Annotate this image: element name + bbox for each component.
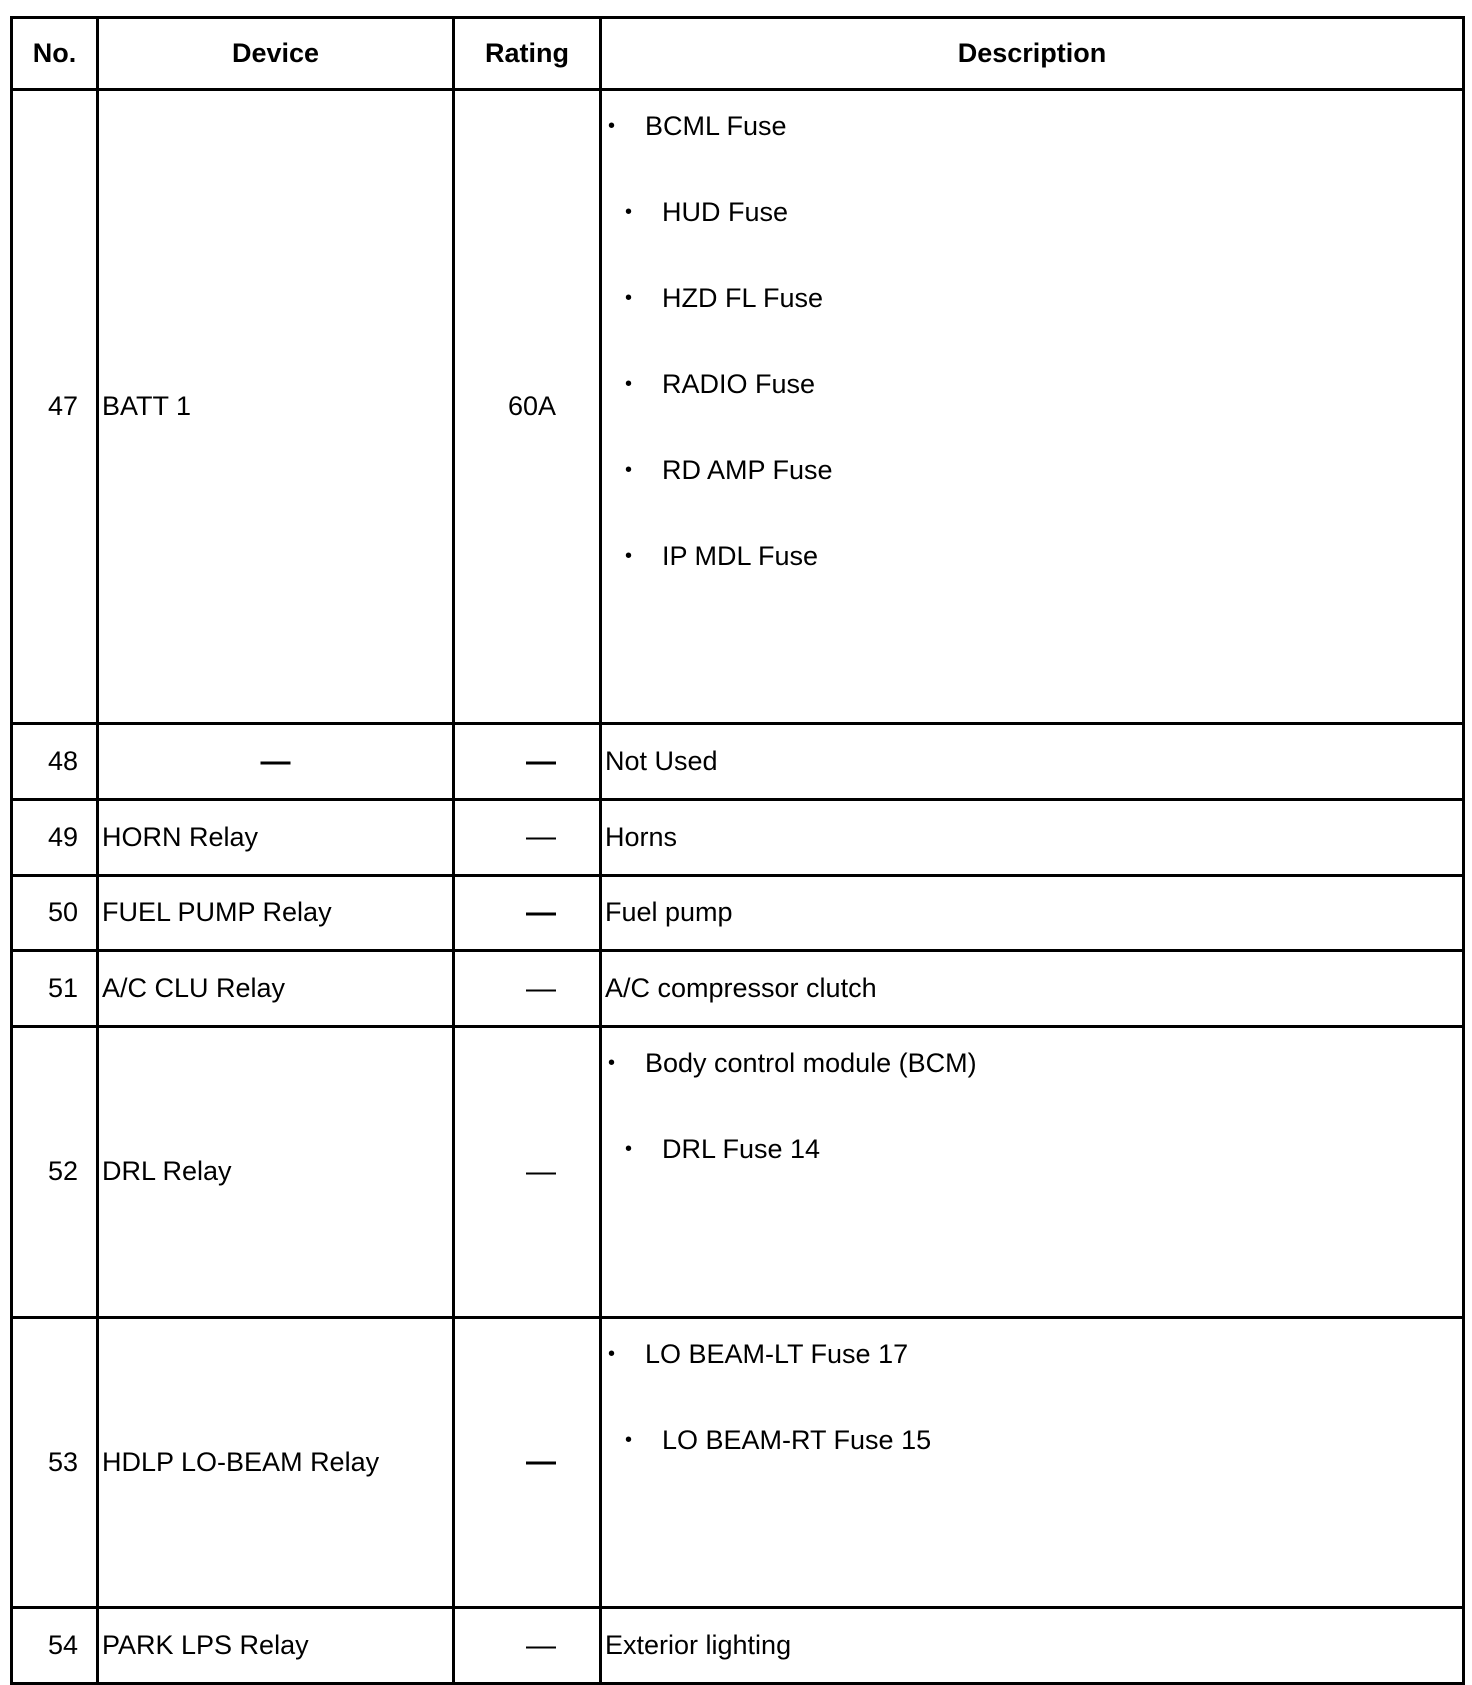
dash-mark: — bbox=[526, 820, 556, 854]
row-description bbox=[601, 1026, 1464, 1317]
bullet-icon: • bbox=[625, 545, 633, 567]
row-rating bbox=[454, 799, 601, 875]
bullet-icon: • bbox=[608, 1342, 616, 1365]
table-row bbox=[12, 799, 1464, 875]
row-device: FUEL PUMP Relay bbox=[98, 875, 454, 951]
row-no: 49 bbox=[12, 799, 98, 875]
row-rating bbox=[454, 724, 601, 800]
row-device: BATT 1 bbox=[98, 90, 454, 724]
description-list bbox=[605, 1028, 1462, 1218]
fuse-relay-table bbox=[10, 16, 1465, 1685]
list-item-text: RADIO Fuse bbox=[662, 369, 816, 399]
row-rating bbox=[454, 951, 601, 1027]
list-item bbox=[605, 539, 1462, 625]
list-item-text: HUD Fuse bbox=[662, 197, 789, 227]
row-no: 50 bbox=[12, 875, 98, 951]
table-row bbox=[12, 1026, 1464, 1317]
row-description: A/C compressor clutch bbox=[601, 951, 1464, 1027]
row-no: 47 bbox=[12, 90, 98, 724]
bullet-icon: • bbox=[625, 373, 633, 395]
list-item-text: DRL Fuse 14 bbox=[662, 1133, 821, 1164]
row-device: PARK LPS Relay bbox=[98, 1608, 454, 1684]
dash-mark: — bbox=[526, 1445, 556, 1479]
list-item-text: LO BEAM-RT Fuse 15 bbox=[662, 1424, 932, 1455]
bullet-icon: • bbox=[608, 115, 616, 137]
list-item bbox=[605, 1423, 1462, 1509]
list-item-text: IP MDL Fuse bbox=[662, 541, 819, 571]
table-row bbox=[12, 1608, 1464, 1684]
list-item-text: Body control module (BCM) bbox=[645, 1047, 977, 1078]
row-device: A/C CLU Relay bbox=[98, 951, 454, 1027]
row-rating bbox=[454, 1026, 601, 1317]
dash-mark: — bbox=[526, 1154, 556, 1188]
table-row bbox=[12, 1317, 1464, 1608]
row-device bbox=[98, 724, 454, 800]
bullet-icon: • bbox=[625, 201, 633, 223]
header-no: No. bbox=[12, 18, 98, 90]
bullet-icon: • bbox=[608, 1051, 616, 1074]
header-rating: Rating bbox=[454, 18, 601, 90]
row-no: 52 bbox=[12, 1026, 98, 1317]
list-item bbox=[605, 281, 1462, 367]
row-description: Not Used bbox=[601, 724, 1464, 800]
row-device: DRL Relay bbox=[98, 1026, 454, 1317]
list-item-text: BCML Fuse bbox=[645, 111, 787, 141]
list-item bbox=[605, 367, 1462, 453]
row-no: 48 bbox=[12, 724, 98, 800]
row-device: HORN Relay bbox=[98, 799, 454, 875]
row-no: 53 bbox=[12, 1317, 98, 1608]
list-item bbox=[605, 195, 1462, 281]
list-item bbox=[605, 1337, 1462, 1423]
row-rating bbox=[454, 875, 601, 951]
row-description bbox=[601, 90, 1464, 724]
list-item bbox=[605, 109, 1462, 195]
row-description bbox=[601, 1317, 1464, 1608]
row-device: HDLP LO-BEAM Relay bbox=[98, 1317, 454, 1608]
row-rating bbox=[454, 1317, 601, 1608]
table-row bbox=[12, 724, 1464, 800]
row-description: Fuel pump bbox=[601, 875, 1464, 951]
bullet-icon: • bbox=[625, 459, 633, 481]
dash-mark: — bbox=[526, 971, 556, 1005]
bullet-icon: • bbox=[625, 1137, 633, 1160]
header-description: Description bbox=[601, 18, 1464, 90]
list-item-text: RD AMP Fuse bbox=[662, 455, 833, 485]
list-item bbox=[605, 453, 1462, 539]
header-device: Device bbox=[98, 18, 454, 90]
bullet-icon: • bbox=[625, 287, 633, 309]
list-item bbox=[605, 1132, 1462, 1218]
dash-mark: — bbox=[526, 895, 556, 929]
table-row bbox=[12, 951, 1464, 1027]
list-item-text: HZD FL Fuse bbox=[662, 283, 824, 313]
dash-mark: — bbox=[526, 744, 556, 778]
row-rating bbox=[454, 1608, 601, 1684]
dash-mark: — bbox=[526, 1628, 556, 1662]
row-no: 54 bbox=[12, 1608, 98, 1684]
list-item bbox=[605, 1046, 1462, 1132]
table-row bbox=[12, 90, 1464, 724]
table-row bbox=[12, 875, 1464, 951]
row-description: Horns bbox=[601, 799, 1464, 875]
row-no: 51 bbox=[12, 951, 98, 1027]
table-header-row bbox=[12, 18, 1464, 90]
list-item-text: LO BEAM-LT Fuse 17 bbox=[645, 1338, 909, 1369]
description-list bbox=[605, 91, 1462, 625]
row-description: Exterior lighting bbox=[601, 1608, 1464, 1684]
description-list bbox=[605, 1319, 1462, 1509]
bullet-icon: • bbox=[625, 1428, 633, 1451]
dash-mark: — bbox=[260, 744, 291, 778]
row-rating: 60A bbox=[454, 90, 601, 724]
